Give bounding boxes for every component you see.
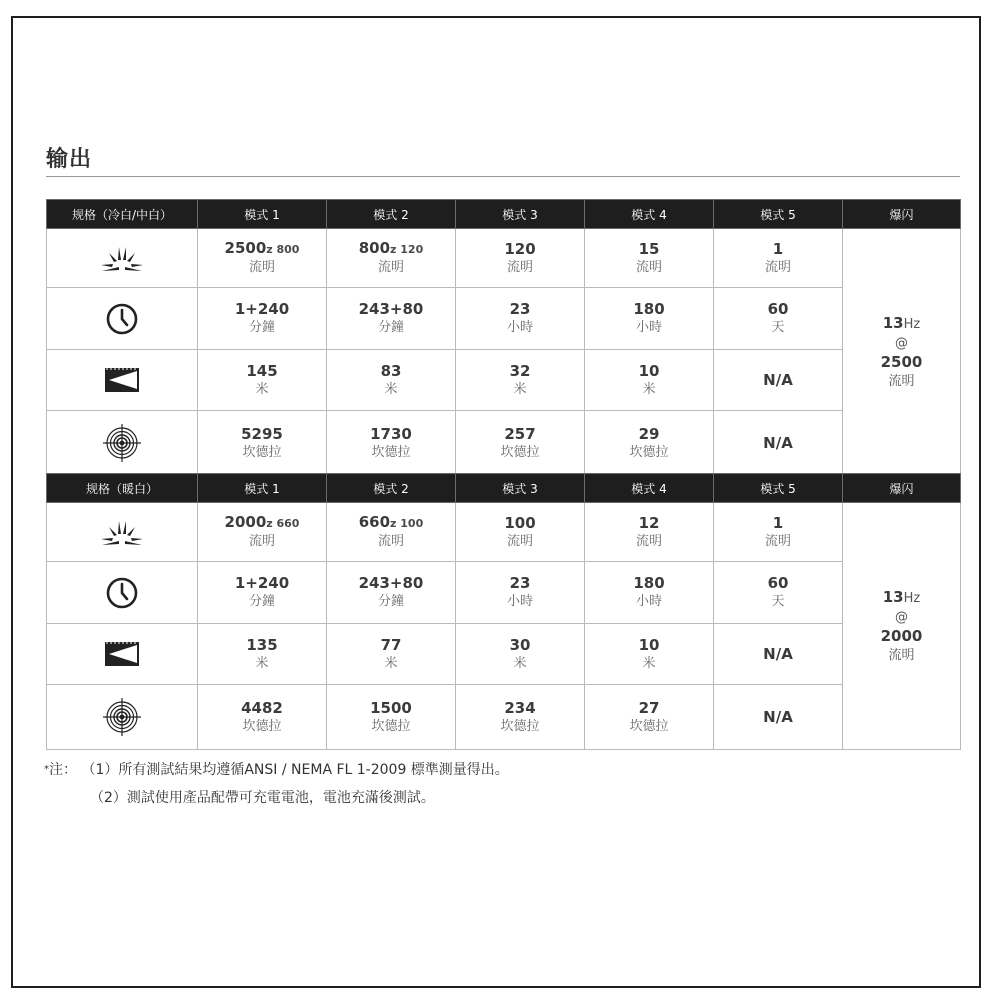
value-cell (585, 624, 714, 685)
mode-2-header: 模式 2 (327, 200, 456, 229)
table-row (47, 350, 961, 411)
value-unit: 米 (513, 381, 527, 397)
value-number: 243+80 (358, 574, 424, 592)
value-number: 135 (246, 635, 278, 654)
mode-4-header: 模式 4 (585, 200, 714, 229)
strobe-unit: 流明 (888, 647, 915, 663)
value-na: N/A (763, 434, 793, 452)
page-title: 输出 (46, 147, 93, 172)
strobe-frequency: 13 (882, 313, 904, 332)
value-cell (198, 503, 327, 562)
value-number: 29 (638, 424, 660, 443)
value-number: 23 (509, 574, 531, 592)
table-row (47, 503, 961, 562)
value-unit: 坎德拉 (629, 444, 669, 460)
value-cell (327, 685, 456, 750)
value-cell (585, 350, 714, 411)
value-cell (327, 229, 456, 288)
value-cell (585, 503, 714, 562)
value-cell (585, 562, 714, 624)
value-cell (327, 503, 456, 562)
value-unit: 分鐘 (248, 320, 275, 335)
value-cell (585, 411, 714, 476)
mode-3-header: 模式 3 (456, 474, 585, 503)
value-cell (714, 624, 843, 685)
mode-4-header: 模式 4 (585, 474, 714, 503)
strobe-cell (843, 229, 961, 476)
value-number: 10 (638, 361, 660, 380)
value-number: 23 (509, 300, 531, 318)
value-unit: 流明 (764, 259, 791, 275)
value-number: 800 (358, 239, 391, 257)
value-number: 10 (638, 635, 660, 654)
value-cell (714, 685, 843, 750)
value-unit: 小時 (506, 320, 533, 335)
value-number: 1 (772, 239, 784, 258)
value-unit: 小時 (506, 594, 533, 609)
strobe-unit: 流明 (888, 373, 915, 389)
value-cell (327, 562, 456, 624)
table-row (47, 288, 961, 350)
value-number: 27 (638, 698, 660, 717)
value-number: 180 (633, 574, 665, 592)
mode-5-header: 模式 5 (714, 474, 843, 503)
value-cell (198, 350, 327, 411)
value-unit: 小時 (635, 320, 662, 335)
value-cell (456, 288, 585, 350)
value-cell (327, 350, 456, 411)
value-unit: 坎德拉 (242, 718, 282, 734)
target-icon (47, 685, 198, 750)
value-subscript: z 120 (390, 243, 424, 256)
value-subscript: z 100 (390, 517, 424, 530)
footnote-line-2: （2）測試使用產品配帶可充電電池，電池充滿後測試。 (90, 790, 435, 806)
table-row (47, 562, 961, 624)
value-unit: 坎德拉 (242, 444, 282, 460)
value-cell (327, 411, 456, 476)
value-unit: 米 (384, 655, 398, 671)
strobe-frequency: 13 (882, 587, 904, 606)
sunburst-icon (47, 503, 198, 562)
mode-3-header: 模式 3 (456, 200, 585, 229)
strobe-at: @ (895, 609, 908, 625)
value-number: 2500 (224, 239, 267, 257)
spec-header: 规格（冷白/中白） (47, 200, 198, 229)
strobe-cell (843, 503, 961, 750)
strobe-header: 爆闪 (843, 200, 961, 229)
value-cell (456, 685, 585, 750)
target-icon (47, 411, 198, 476)
value-unit: 流明 (506, 533, 533, 549)
table-row (47, 229, 961, 288)
value-number: 243+80 (358, 300, 424, 318)
value-number: 5295 (241, 424, 283, 443)
value-number: 145 (246, 361, 278, 380)
strobe-header: 爆闪 (843, 474, 961, 503)
value-number: 120 (504, 239, 536, 258)
value-cell (456, 411, 585, 476)
table-row (47, 685, 961, 750)
value-unit: 流明 (248, 534, 275, 549)
value-cell (714, 503, 843, 562)
value-number: 32 (509, 361, 531, 380)
value-cell (198, 229, 327, 288)
footnote-label: 注： (49, 762, 77, 778)
value-unit: 坎德拉 (371, 718, 411, 734)
value-cell (456, 350, 585, 411)
value-cell (585, 288, 714, 350)
value-unit: 坎德拉 (500, 718, 540, 734)
beam-distance-icon (47, 624, 198, 685)
value-cell (585, 229, 714, 288)
value-cell (714, 562, 843, 624)
spec-header: 规格（暖白） (47, 474, 198, 503)
clock-icon (47, 562, 198, 624)
value-na: N/A (763, 708, 793, 726)
value-number: 180 (633, 300, 665, 318)
value-cell (198, 685, 327, 750)
footnote-line-1: （1）所有測試結果均遵循ANSI / NEMA FL 1-2009 標準測量得出。 (81, 762, 509, 778)
value-unit: 分鐘 (248, 594, 275, 609)
value-unit: 流明 (506, 259, 533, 275)
value-number: 60 (767, 300, 789, 318)
value-subscript: z 660 (266, 517, 300, 530)
value-number: 234 (504, 698, 536, 717)
value-unit: 米 (513, 655, 527, 671)
value-unit: 流明 (377, 260, 404, 275)
value-unit: 分鐘 (377, 594, 404, 609)
value-cell (198, 562, 327, 624)
table-header-row (47, 200, 961, 229)
value-cell (327, 624, 456, 685)
value-number: 4482 (241, 698, 283, 717)
value-number: 1730 (370, 424, 412, 443)
value-cell (456, 503, 585, 562)
mode-5-header: 模式 5 (714, 200, 843, 229)
value-number: 1+240 (234, 574, 290, 592)
value-unit: 流明 (635, 259, 662, 275)
value-unit: 小時 (635, 594, 662, 609)
footnote-star: * (44, 764, 49, 775)
value-number: 15 (638, 239, 660, 258)
strobe-frequency-unit: Hz (903, 316, 921, 332)
value-cell (714, 411, 843, 476)
value-number: 12 (638, 513, 660, 532)
value-cell (198, 624, 327, 685)
mode-2-header: 模式 2 (327, 474, 456, 503)
value-cell (456, 624, 585, 685)
value-cell (714, 288, 843, 350)
value-unit: 坎德拉 (629, 718, 669, 734)
title-divider (46, 176, 960, 177)
value-unit: 流明 (248, 260, 275, 275)
value-number: 30 (509, 635, 531, 654)
strobe-at: @ (895, 335, 908, 351)
sunburst-icon (47, 229, 198, 288)
value-unit: 米 (384, 381, 398, 397)
value-number: 2000 (224, 513, 267, 531)
value-number: 1500 (370, 698, 412, 717)
table-row (47, 624, 961, 685)
value-unit: 天 (771, 594, 785, 609)
value-unit: 米 (255, 381, 269, 397)
value-cell (714, 350, 843, 411)
value-cell (456, 562, 585, 624)
value-cell (456, 229, 585, 288)
value-unit: 流明 (764, 533, 791, 549)
table-header-row (47, 474, 961, 503)
mode-1-header: 模式 1 (198, 200, 327, 229)
spec-table-warm (46, 473, 961, 750)
value-unit: 天 (771, 320, 785, 335)
strobe-lumens: 2500 (880, 352, 923, 371)
strobe-lumens: 2000 (880, 626, 923, 645)
value-number: 257 (504, 424, 536, 443)
value-cell (585, 685, 714, 750)
beam-distance-icon (47, 350, 198, 411)
value-unit: 米 (642, 381, 656, 397)
mode-1-header: 模式 1 (198, 474, 327, 503)
table-row (47, 411, 961, 476)
value-cell (327, 288, 456, 350)
value-number: 1 (772, 513, 784, 532)
value-subscript: z 800 (266, 243, 300, 256)
value-number: 1+240 (234, 300, 290, 318)
value-cell (714, 229, 843, 288)
value-number: 83 (380, 361, 402, 380)
clock-icon (47, 288, 198, 350)
value-number: 660 (358, 513, 391, 531)
value-number: 77 (380, 635, 402, 654)
value-unit: 坎德拉 (500, 444, 540, 460)
value-unit: 分鐘 (377, 320, 404, 335)
value-number: 60 (767, 574, 789, 592)
value-na: N/A (763, 371, 793, 389)
value-unit: 流明 (635, 533, 662, 549)
value-unit: 流明 (377, 534, 404, 549)
value-cell (198, 411, 327, 476)
value-unit: 米 (642, 655, 656, 671)
value-unit: 坎德拉 (371, 444, 411, 460)
value-number: 100 (504, 513, 536, 532)
value-unit: 米 (255, 655, 269, 671)
strobe-frequency-unit: Hz (903, 590, 921, 606)
value-cell (198, 288, 327, 350)
footnotes (44, 756, 509, 812)
spec-table-cool-neutral (46, 199, 961, 476)
value-na: N/A (763, 645, 793, 663)
